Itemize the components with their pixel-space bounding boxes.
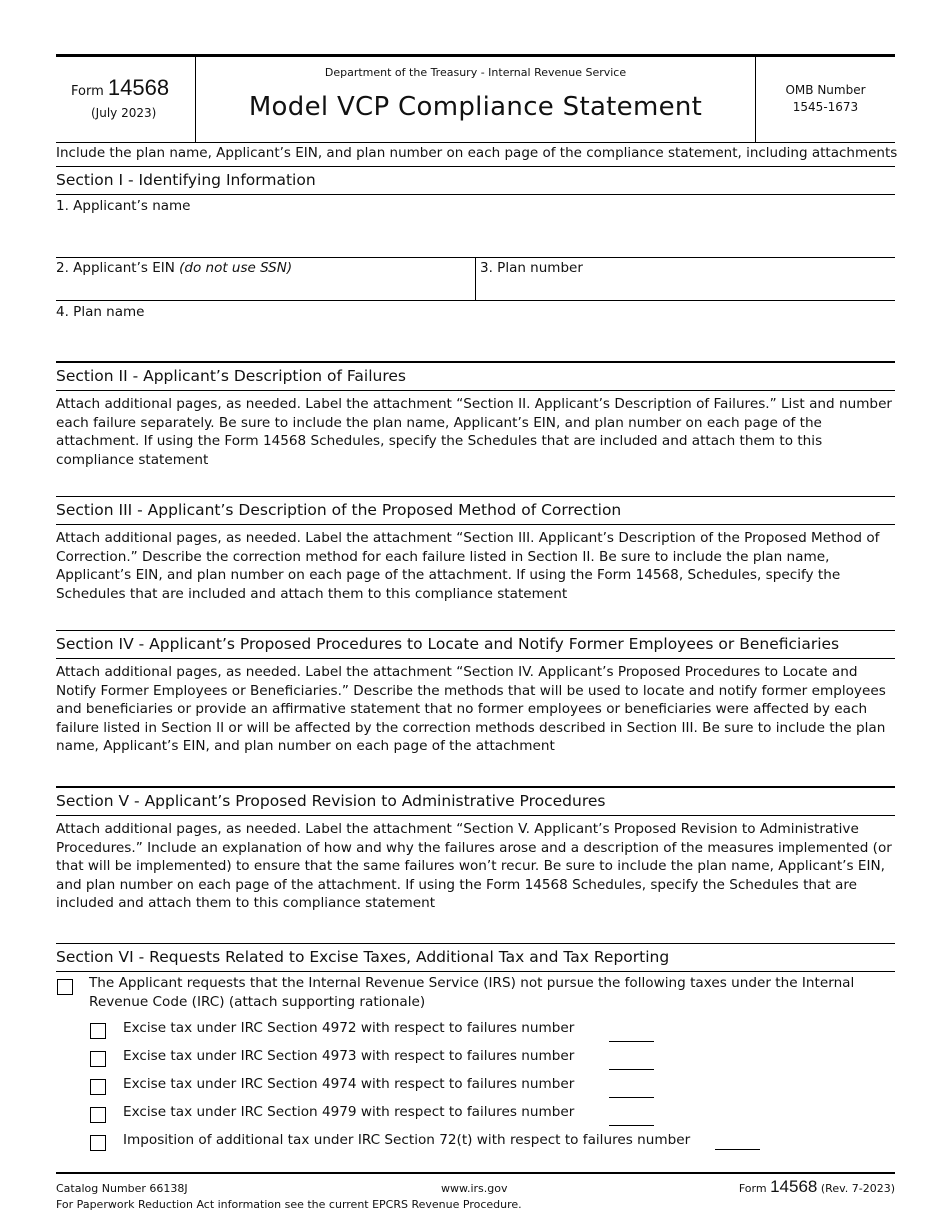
section-2-text: Attach additional pages, as needed. Label the attachment “Section II. Applicant’s Description of Failures.” List and number each failure separately. Be sure to include the plan name, Applicant’s EIN, and plan number on each page of the attachment. If using the Form 14568 Schedules, specify the Schedules that are included and attach them to this compliance statement [56, 396, 893, 468]
footer-form-number: 14568 [770, 1177, 818, 1196]
section-5-text: Attach additional pages, as needed. Label the attachment “Section V. Applicant’s Proposed Revision to Administrative Procedures.” Include an explanation of how and why the failures arose and a description of the measures implemented (or that will be implemented) to ensure that the same failures won’t recur. Be sure to include the plan name, Applicant’s EIN, and plan number on each page of the attachment. If using the Form 14568 Schedules, specify the Schedules that are included and attach them to this compliance statement [56, 821, 892, 911]
page-title: Model VCP Compliance Statement [248, 92, 703, 122]
excise-4979-label: Excise tax under IRC Section 4979 with respect to failures number [123, 1104, 575, 1120]
omb-label: OMB Number [785, 83, 866, 97]
applicant-ein-text: 2. Applicant’s EIN [56, 260, 175, 276]
excise-4973-label: Excise tax under IRC Section 4973 with respect to failures number [123, 1048, 575, 1064]
ssn-note: (do not use SSN) [179, 260, 293, 276]
field-divider [475, 257, 476, 301]
excise-4972-failures-field[interactable] [609, 1041, 654, 1042]
excise-4974-label: Excise tax under IRC Section 4974 with respect to failures number [123, 1076, 575, 1092]
form-word: Form [71, 84, 104, 99]
excise-4974-checkbox[interactable] [90, 1079, 106, 1095]
divider [56, 300, 895, 301]
plan-name-label: 4. Plan name [56, 304, 145, 320]
section-1-heading: Section I - Identifying Information [56, 166, 895, 195]
footer-form-id [739, 1177, 895, 1197]
section-4-text: Attach additional pages, as needed. Label the attachment “Section IV. Applicant’s Proposed Procedures to Locate and Notify Former Employees or Beneficiaries.” Describe the methods that will be used to locate and notify former employees and beneficiaries or provide an affirmative statement that no former employees or beneficiaries were affected by each failure listed in Section II or will be affected by the correction methods described in Section III. Be sure to include the plan name, Applicant’s EIN, and plan number on each page of the attachment [56, 664, 886, 754]
excise-4973-checkbox[interactable] [90, 1051, 106, 1067]
section-6-heading: Section VI - Requests Related to Excise Taxes, Additional Tax and Tax Reporting [56, 943, 895, 972]
form-header [56, 54, 895, 143]
omb-box [755, 57, 895, 142]
excise-4974-failures-field[interactable] [609, 1097, 654, 1098]
applicant-name-label: 1. Applicant’s name [56, 198, 191, 214]
paperwork-notice: For Paperwork Reduction Act information see the current EPCRS Revenue Procedure. [56, 1198, 522, 1211]
section-4-heading: Section IV - Applicant’s Proposed Procedures to Locate and Notify Former Employees or Beneficiaries [56, 630, 895, 659]
catalog-number: Catalog Number 66138J [56, 1182, 188, 1195]
additional-tax-72t-failures-field[interactable] [715, 1149, 760, 1150]
section-2-heading: Section II - Applicant’s Description of Failures [56, 361, 895, 391]
excise-4972-checkbox[interactable] [90, 1023, 106, 1039]
section-3-heading: Section III - Applicant’s Description of the Proposed Method of Correction [56, 496, 895, 525]
form-id-box [56, 57, 196, 142]
additional-tax-72t-checkbox[interactable] [90, 1135, 106, 1151]
excise-4972-label: Excise tax under IRC Section 4972 with respect to failures number [123, 1020, 575, 1036]
section-3-text: Attach additional pages, as needed. Label the attachment “Section III. Applicant’s Description of the Proposed Method of Correction.” Describe the correction method for each failure listed in Section II. Be sure to include the plan name, Applicant’s EIN, and plan number on each page of the attachment. If using the Form 14568, Schedules, specify the Schedules that are included and attach them to this compliance statement [56, 530, 880, 602]
plan-number-label: 3. Plan number [480, 260, 583, 276]
irs-request-line-2: Revenue Code (IRC) (attach supporting rationale) [89, 994, 426, 1010]
section-5-heading: Section V - Applicant’s Proposed Revision to Administrative Procedures [56, 786, 895, 816]
irs-request-checkbox[interactable] [57, 979, 73, 995]
applicant-ein-label [56, 260, 292, 276]
additional-tax-72t-label: Imposition of additional tax under IRC Section 72(t) with respect to failures number [123, 1132, 691, 1148]
form-number: 14568 [107, 75, 170, 100]
instruction-notice: Include the plan name, Applicant’s EIN, and plan number on each page of the compliance statement, including attachments [56, 145, 898, 161]
excise-4979-failures-field[interactable] [609, 1125, 654, 1126]
irs-website: www.irs.gov [441, 1182, 508, 1195]
excise-4979-checkbox[interactable] [90, 1107, 106, 1123]
form-footer [56, 1172, 895, 1219]
omb-number: 1545-1673 [792, 100, 859, 114]
form-date: (July 2023) [91, 106, 157, 120]
footer-revision: (Rev. 7-2023) [820, 1182, 895, 1195]
footer-form-word: Form [738, 1182, 767, 1195]
excise-4973-failures-field[interactable] [609, 1069, 654, 1070]
irs-request-line-1: The Applicant requests that the Internal Revenue Service (IRS) not pursue the following taxes under the Internal [89, 975, 855, 991]
department-name: Department of the Treasury - Internal Revenue Service [324, 66, 627, 79]
form-number-line [71, 75, 169, 101]
